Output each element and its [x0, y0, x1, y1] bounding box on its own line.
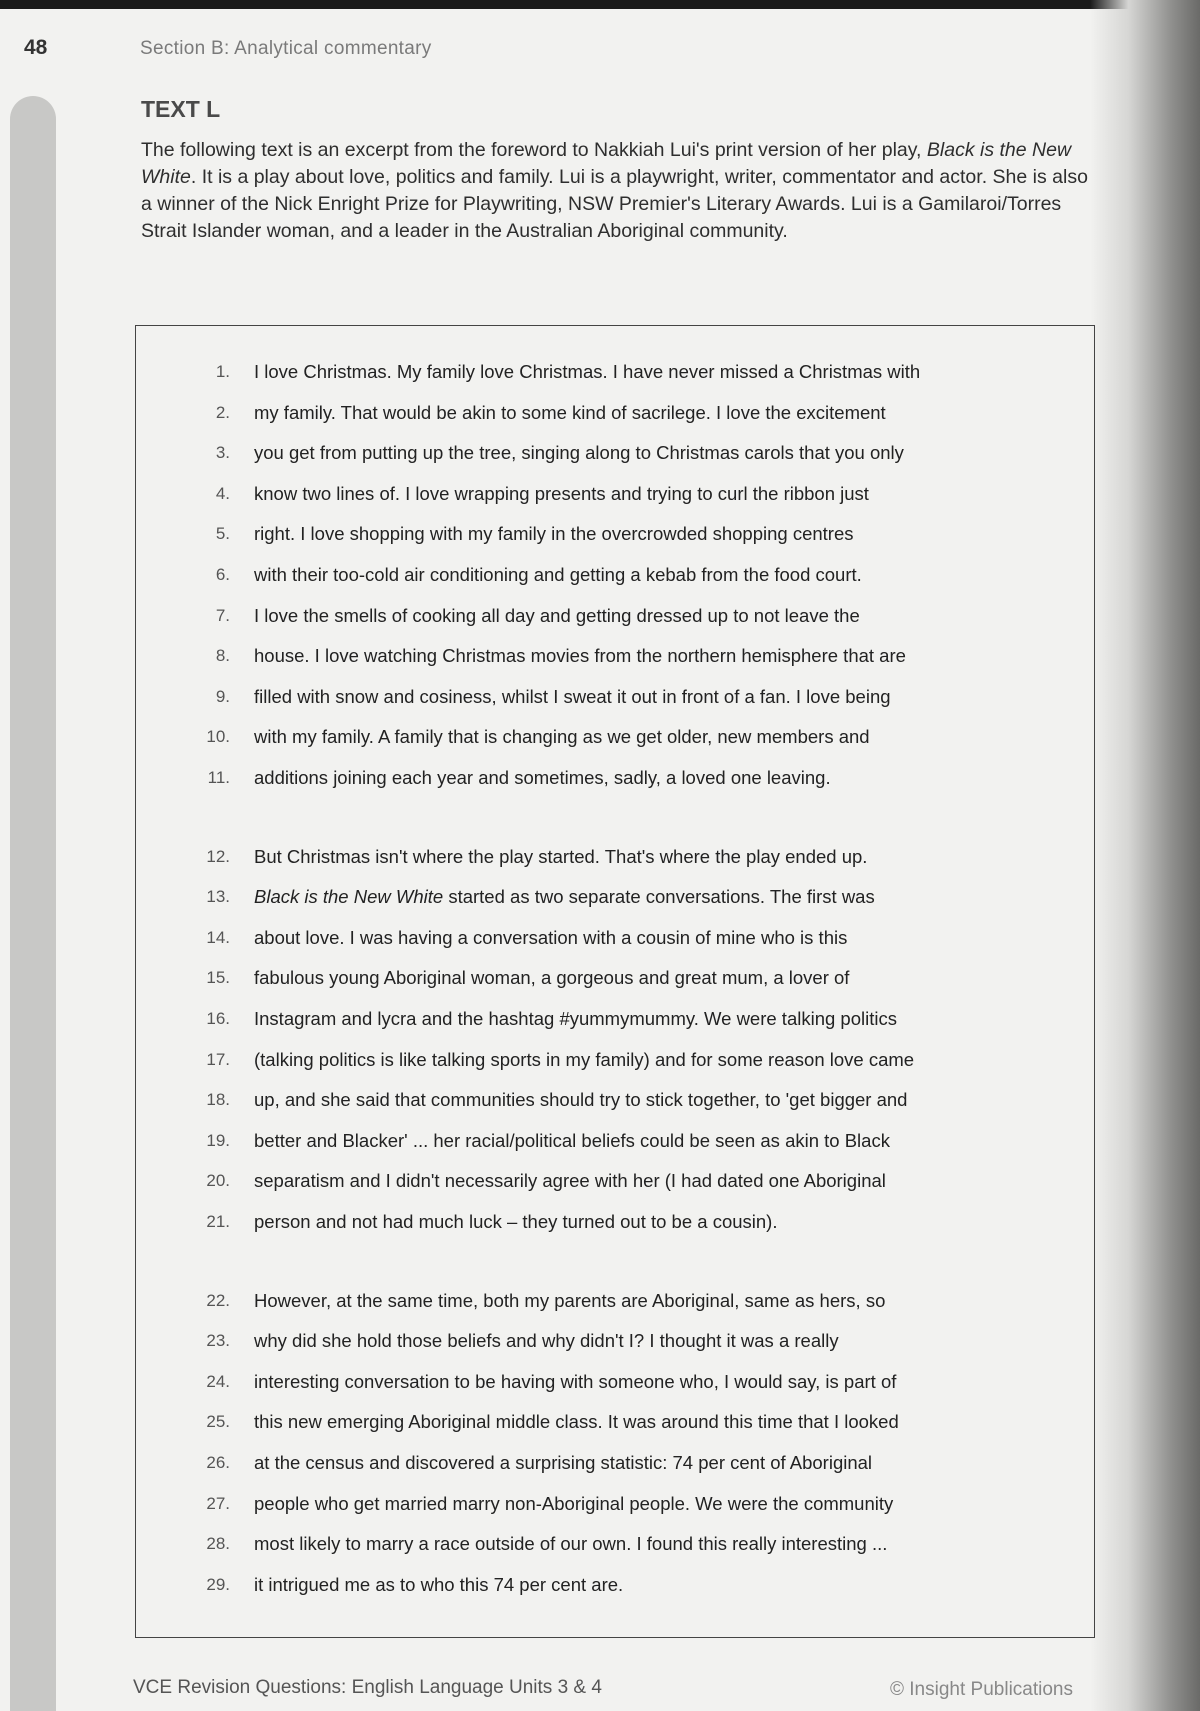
line-text: with their too-cold air conditioning and getting a kebab from the food court.: [254, 564, 862, 585]
line-text: filled with snow and cosiness, whilst I sweat it out in front of a fan. I love being: [254, 685, 891, 707]
line-number: 17.: [206, 1049, 230, 1069]
footer-publisher: © Insight Publications: [890, 1679, 1073, 1700]
line-text: house. I love watching Christmas movies from the northern hemisphere that are: [254, 645, 906, 667]
line-number: 12.: [206, 846, 230, 866]
line-text: it intrigued me as to who this 74 per cent are.: [254, 1573, 624, 1595]
line-text: [254, 886, 875, 908]
line-number: 15.: [206, 968, 230, 988]
line-text: However, at the same time, both my parents are Aboriginal, same as hers, so: [254, 1289, 886, 1311]
line-number: 19.: [206, 1130, 230, 1150]
line-number: 9.: [215, 686, 230, 706]
line-text: know two lines of. I love wrapping presents and trying to curl the ribbon just: [254, 482, 869, 504]
line-text: with my family. A family that is changing as we get older, new members and: [254, 726, 870, 748]
line-number: 20.: [206, 1171, 230, 1191]
line-number: 2.: [215, 402, 230, 422]
line-number: 3.: [215, 443, 230, 463]
line-number: 25.: [206, 1412, 230, 1432]
intro-part-2: . It is a play about love, politics and family. Lui is a playwright, writer, commentator and actor. She is also a winner of the Nick Enright Prize for Playwriting, NSW Premier's Literary Awards. Lui is a Gamilaroi/Torres Strait Islander woman, and a leader in the Australian Aboriginal community.: [141, 166, 1088, 242]
line-text: person and not had much luck – they turned out to be a cousin).: [254, 1211, 778, 1232]
line-number: 4.: [215, 483, 230, 503]
line-number: 16.: [206, 1009, 230, 1028]
line-number: 10.: [206, 727, 230, 747]
line-number: 1.: [215, 362, 230, 381]
line-number: 18.: [206, 1090, 230, 1110]
line-number: 6.: [215, 565, 230, 584]
line-number: 13.: [206, 887, 230, 907]
line-italic-title: Black is the New White: [254, 886, 444, 908]
line-number: 21.: [206, 1212, 230, 1231]
side-decorative-strip: [10, 96, 56, 1711]
line-text: Instagram and lycra and the hashtag #yummymummy. We were talking politics: [254, 1008, 897, 1029]
page-number: 48: [24, 36, 48, 59]
line-text: right. I love shopping with my family in the overcrowded shopping centres: [254, 523, 854, 545]
line-text: (talking politics is like talking sports in my family) and for some reason love came: [254, 1048, 915, 1070]
line-number: 5.: [215, 524, 230, 544]
line-number: 27.: [206, 1493, 230, 1513]
line-text: interesting conversation to be having with someone who, I would say, is part of: [254, 1370, 897, 1392]
line-text: fabulous young Aboriginal woman, a gorgeous and great mum, a lover of: [254, 967, 850, 989]
text-title: TEXT L: [141, 96, 221, 122]
line-text: this new emerging Aboriginal middle class. It was around this time that I looked: [254, 1411, 899, 1433]
line-text: most likely to marry a race outside of our own. I found this really interesting ...: [254, 1533, 888, 1555]
line-text: better and Blacker' ... her racial/political beliefs could be seen as akin to Black: [254, 1129, 890, 1151]
excerpt-box: [135, 325, 1095, 1638]
play-title: Black is the New White: [141, 139, 1072, 188]
line-text: additions joining each year and sometimes, sadly, a loved one leaving.: [254, 767, 831, 788]
line-text: But Christmas isn't where the play started. That's where the play ended up.: [254, 845, 868, 867]
line-number: 28.: [206, 1534, 230, 1554]
running-header: Section B: Analytical commentary: [140, 38, 432, 59]
intro-paragraph: [141, 137, 1101, 245]
line-number: 22.: [206, 1290, 230, 1310]
line-text-rest: started as two separate conversations. The first was: [443, 886, 875, 908]
line-number: 24.: [206, 1371, 230, 1391]
line-number: 26.: [206, 1453, 230, 1472]
line-text: separatism and I didn't necessarily agree with her (I had dated one Aboriginal: [254, 1170, 886, 1192]
line-text: at the census and discovered a surprising statistic: 74 per cent of Aboriginal: [254, 1452, 873, 1473]
line-number: 8.: [215, 646, 230, 666]
line-text: up, and she said that communities should try to stick together, to 'get bigger and: [254, 1089, 908, 1111]
line-text: people who get married marry non-Aboriginal people. We were the community: [254, 1492, 894, 1514]
line-number: 11.: [207, 768, 230, 787]
footer-book-title: VCE Revision Questions: English Language Units 3 & 4: [133, 1677, 602, 1698]
line-number: 7.: [215, 605, 230, 625]
book-spine-shadow: [1090, 0, 1200, 1711]
line-text: about love. I was having a conversation with a cousin of mine who is this: [254, 926, 848, 948]
line-text: I love Christmas. My family love Christmas. I have never missed a Christmas with: [254, 361, 921, 382]
line-number: 29.: [206, 1574, 230, 1594]
line-text: I love the smells of cooking all day and getting dressed up to not leave the: [254, 604, 860, 626]
line-number: 14.: [206, 927, 230, 947]
line-text: you get from putting up the tree, singing along to Christmas carols that you only: [254, 442, 904, 464]
line-number: 23.: [206, 1331, 230, 1351]
line-text: my family. That would be akin to some kind of sacrilege. I love the excitement: [254, 401, 886, 423]
line-text: why did she hold those beliefs and why didn't I? I thought it was a really: [254, 1330, 839, 1352]
page-top-edge: [0, 0, 1200, 9]
intro-part-1: The following text is an excerpt from the foreword to Nakkiah Lui's print version of her play,: [141, 139, 927, 161]
